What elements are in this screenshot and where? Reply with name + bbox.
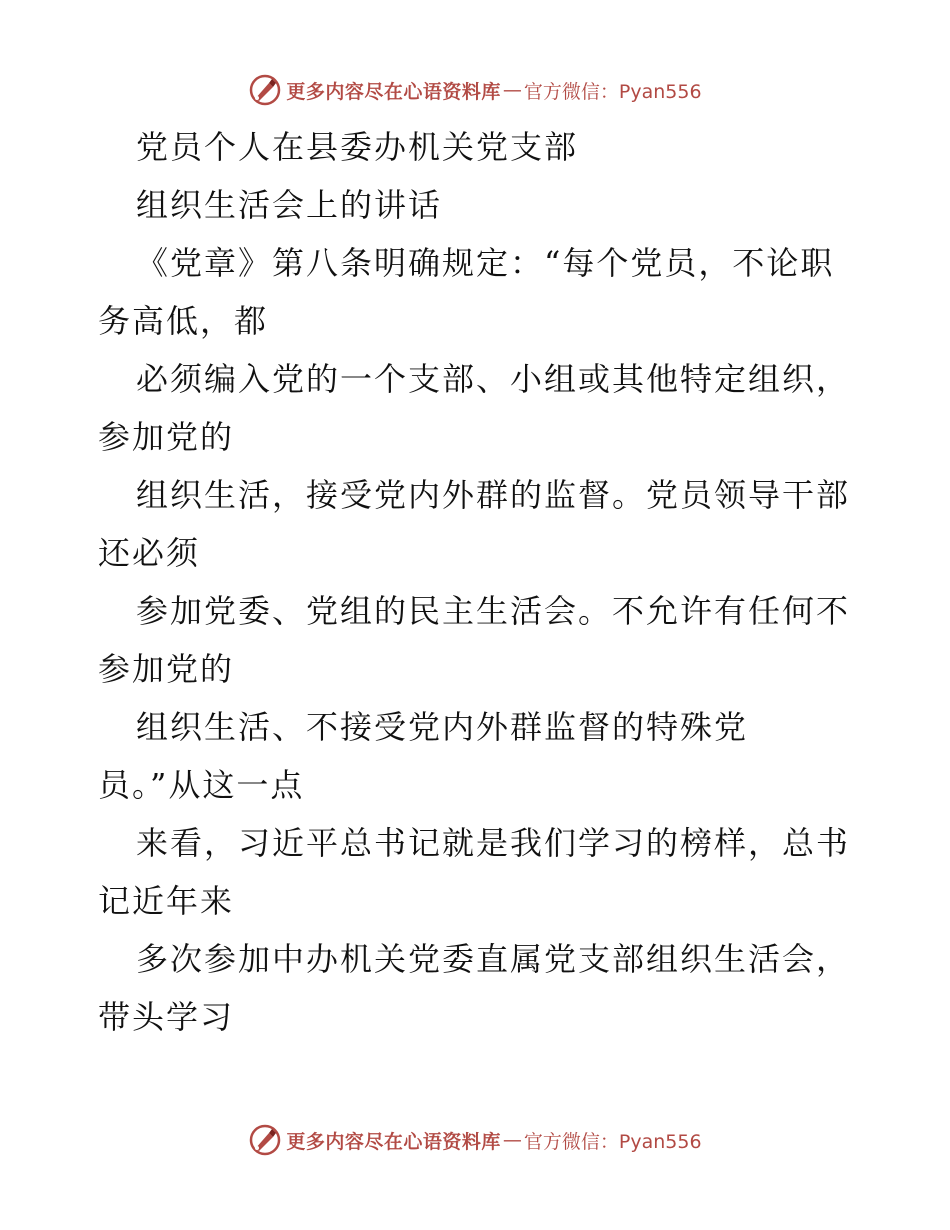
watermark-separator: —	[502, 1129, 522, 1151]
pen-logo-icon	[248, 73, 282, 107]
document-body	[98, 118, 858, 1046]
watermark-wechat: 官方微信：Pyan556	[523, 80, 702, 103]
watermark-separator: —	[502, 79, 522, 101]
doc-line: 务高低，都	[98, 302, 269, 340]
doc-line: 来看，习近平总书记就是我们学习的榜样，总书	[136, 824, 851, 862]
doc-line: 记近年来	[98, 882, 235, 920]
watermark-brand: 更多内容尽在心语资料库	[286, 80, 501, 103]
doc-line: 参加党委、党组的民主生活会。不允许有任何不	[136, 592, 851, 630]
footer-watermark	[0, 1120, 950, 1160]
doc-line: 还必须	[98, 534, 201, 572]
doc-line: 参加党的	[98, 418, 235, 456]
doc-line: 组织生活会上的讲话	[136, 186, 443, 224]
doc-line: 员。”从这一点	[98, 766, 305, 804]
doc-line: 多次参加中办机关党委直属党支部组织生活会，	[136, 940, 851, 978]
doc-line: 《党章》第八条明确规定：“每个党员，不论职	[136, 244, 835, 282]
doc-line: 参加党的	[98, 650, 235, 688]
watermark-wechat: 官方微信：Pyan556	[523, 1130, 702, 1153]
header-watermark	[0, 70, 950, 110]
doc-line: 带头学习	[98, 998, 235, 1036]
watermark-brand: 更多内容尽在心语资料库	[286, 1130, 501, 1153]
doc-line: 组织生活、不接受党内外群监督的特殊党	[136, 708, 749, 746]
doc-line: 必须编入党的一个支部、小组或其他特定组织，	[136, 360, 851, 398]
doc-line: 组织生活，接受党内外群的监督。党员领导干部	[136, 476, 851, 514]
doc-line: 党员个人在县委办机关党支部	[136, 128, 579, 166]
pen-logo-icon	[248, 1123, 282, 1157]
